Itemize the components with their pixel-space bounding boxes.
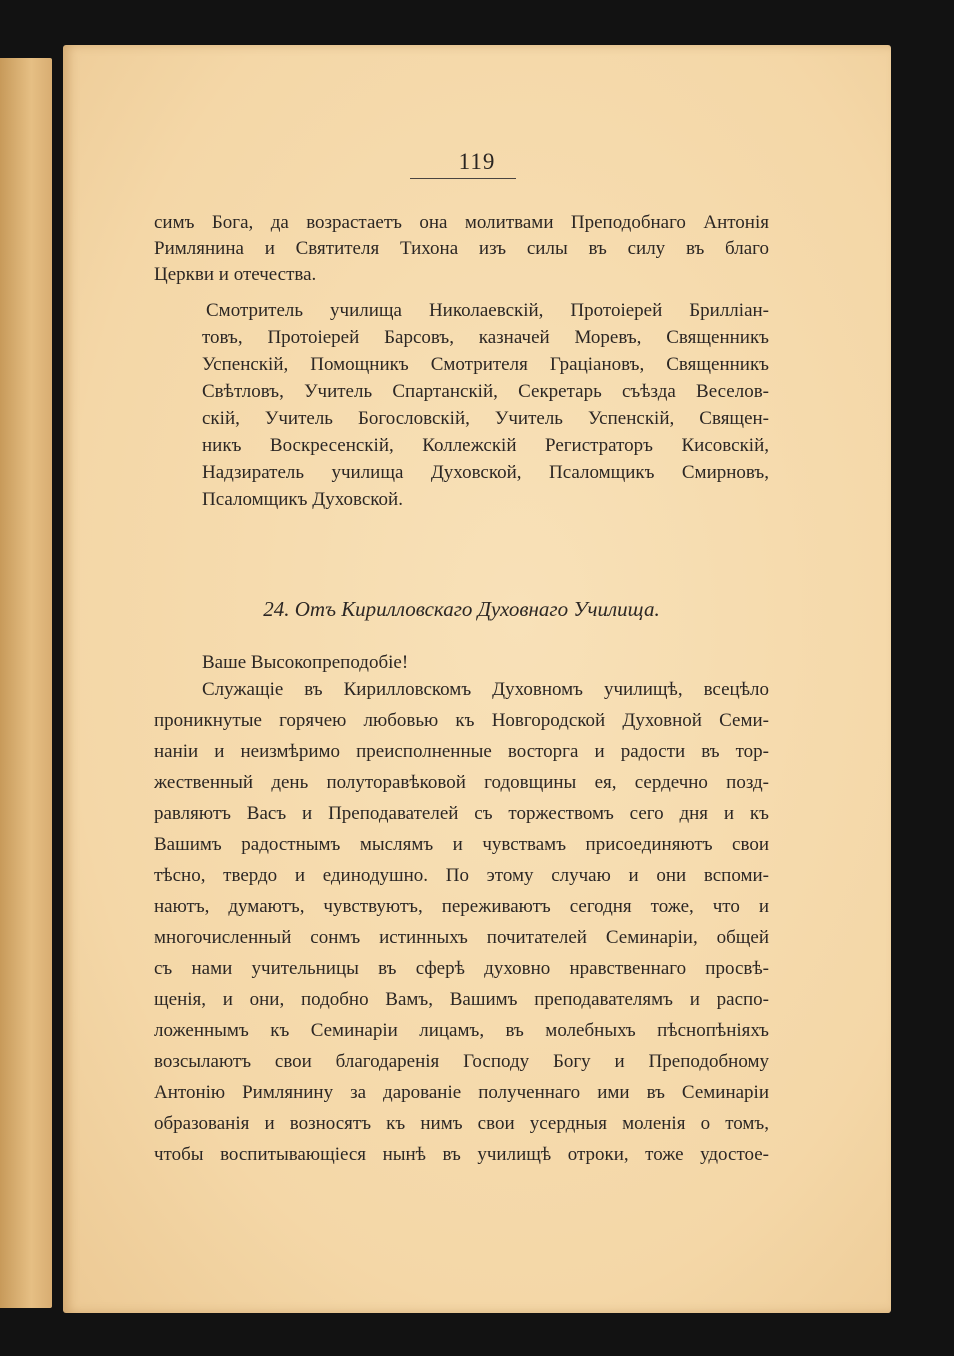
page-number-rule: [410, 178, 516, 179]
signatories-line: скій, Учитель Богословскій, Учитель Успенскій, Священ-: [202, 408, 769, 429]
body-line: щенія, и они, подобно Вамъ, Вашимъ преподавателямъ и распо-: [154, 989, 769, 1010]
body-line: жественный день полуторавѣковой годовщины ея, сердечно позд-: [154, 772, 769, 793]
body-line: Вашимъ радостнымъ мыслямъ и чувствамъ присоединяютъ свои: [154, 834, 769, 855]
body-line: образованія и возносятъ къ нимъ свои усердныя моленія о томъ,: [154, 1113, 769, 1134]
body-line: возсылаютъ свои благодаренія Господу Богу и Преподобному: [154, 1051, 769, 1072]
signatories-line: Смотритель училища Николаевскій, Протоіерей Брилліан-: [206, 300, 769, 321]
signatories-line: товъ, Протоіерей Барсовъ, казначей Моревъ, Священникъ: [202, 327, 769, 348]
body-line: наютъ, думаютъ, чувствуютъ, переживаютъ сегодня тоже, что и: [154, 896, 769, 917]
body-line: Антонію Римлянину за дарованіе полученнаго ими въ Семинаріи: [154, 1082, 769, 1103]
salutation: Ваше Высокопреподобіе!: [202, 652, 409, 673]
body-line: равляютъ Васъ и Преподавателей съ торжествомъ сего дня и къ: [154, 803, 769, 824]
signatories-line: никъ Воскресенскій, Коллежскій Регистраторъ Кисовскій,: [202, 435, 769, 456]
signatories-line: Псаломщикъ Духовской.: [202, 489, 403, 510]
facing-page-edge: [0, 58, 52, 1308]
paragraph-line: Церкви и отечества.: [154, 264, 317, 285]
body-line: съ нами учительницы въ сферѣ духовно нравственнаго просвѣ-: [154, 958, 769, 979]
paragraph-line: симъ Бога, да возрастаетъ она молитвами Преподобнаго Антонія: [154, 212, 769, 233]
page-number: 119: [458, 149, 496, 174]
section-heading: 24. Отъ Кирилловскаго Духовнаго Училища.: [263, 597, 660, 621]
paragraph-line: Римлянина и Святителя Тихона изъ силы въ силу въ благо: [154, 238, 769, 259]
body-line: наніи и неизмѣримо преисполненные восторга и радости въ тор-: [154, 741, 769, 762]
body-line: многочисленный сонмъ истинныхъ почитателей Семинаріи, общей: [154, 927, 769, 948]
signatories-line: Свѣтловъ, Учитель Спартанскій, Секретарь съѣзда Веселов-: [202, 381, 769, 402]
body-line: тѣсно, твердо и единодушно. По этому случаю и они вспоми-: [154, 865, 769, 886]
book-page: [63, 45, 891, 1313]
body-line: проникнутые горячею любовью къ Новгородской Духовной Семи-: [154, 710, 769, 731]
body-line: ложеннымъ къ Семинаріи лицамъ, въ молебныхъ пѣснопѣніяхъ: [154, 1020, 769, 1041]
signatories-line: Надзиратель училища Духовской, Псаломщикъ Смирновъ,: [202, 462, 769, 483]
body-line: Служащіе въ Кирилловскомъ Духовномъ училищѣ, всецѣло: [202, 679, 769, 700]
signatories-line: Успенскій, Помощникъ Смотрителя Граціановъ, Священникъ: [202, 354, 769, 375]
body-line: чтобы воспитывающіеся нынѣ въ училищѣ отроки, тоже удостое-: [154, 1144, 769, 1165]
